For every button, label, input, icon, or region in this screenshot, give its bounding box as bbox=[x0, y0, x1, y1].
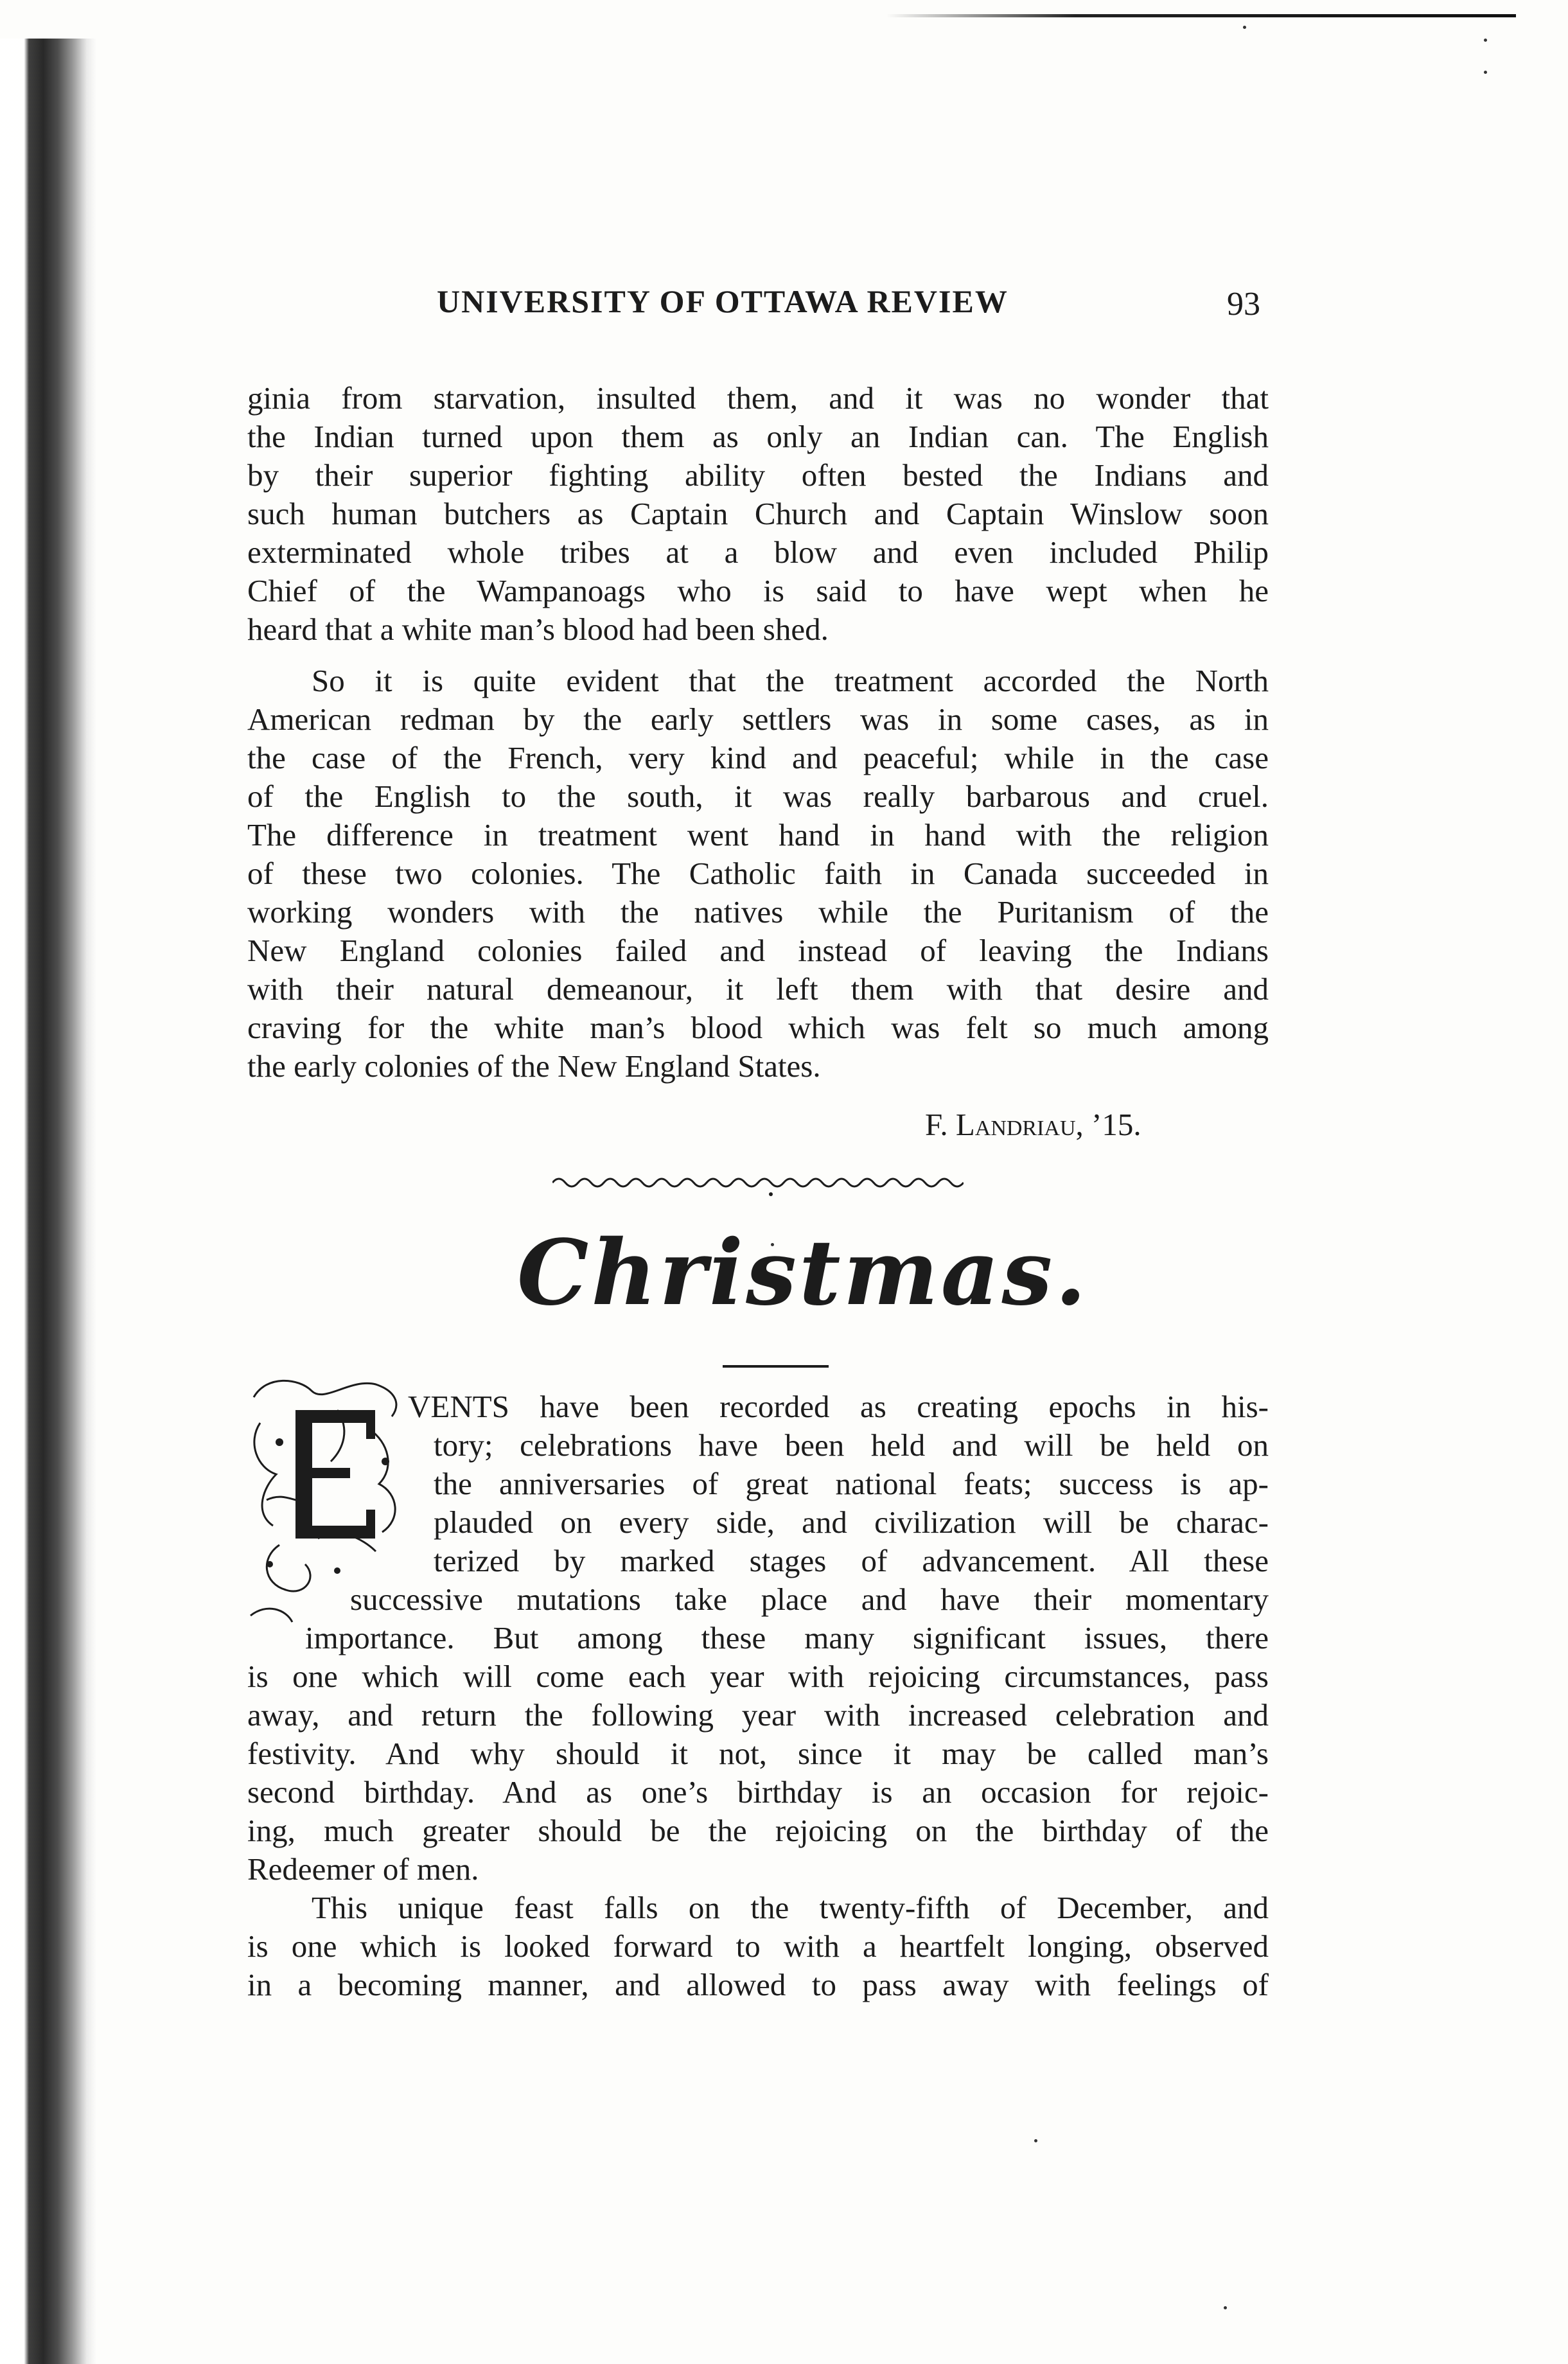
text-line: Chief of the Wampanoags who is said to have wept when he bbox=[247, 573, 1269, 608]
text-line: Redeemer of men. bbox=[247, 1851, 479, 1887]
text-line: of these two colonies. The Catholic faith in Canada succeeded in bbox=[247, 856, 1269, 891]
text-line: exterminated whole tribes at a blow and even included Philip bbox=[247, 534, 1269, 570]
text-line: away, and return the following year with increased celebration and bbox=[247, 1697, 1269, 1733]
text-line: by their superior fighting ability often bested the Indians and bbox=[247, 457, 1269, 493]
text-line: in a becoming manner, and allowed to pass away with feelings of bbox=[247, 1967, 1269, 2002]
text-line: of the English to the south, it was really barbarous and cruel. bbox=[247, 779, 1269, 814]
text-line: The difference in treatment went hand in hand with the religion bbox=[247, 817, 1269, 852]
text-line: festivity. And why should it not, since it may be called man’s bbox=[247, 1736, 1269, 1771]
text-line: second birthday. And as one’s birthday is an occasion for rejoic- bbox=[247, 1774, 1269, 1810]
scan-speck bbox=[1243, 26, 1246, 29]
text-line: ing, much greater should be the rejoicing on the birthday of the bbox=[247, 1813, 1269, 1848]
text-line: VENTS have been recorded as creating epochs in his- bbox=[408, 1389, 1269, 1424]
text-line: craving for the white man’s blood which was felt so much among bbox=[247, 1010, 1269, 1045]
scan-speck bbox=[1224, 2306, 1227, 2309]
text-line: So it is quite evident that the treatment accorded the North bbox=[312, 663, 1269, 698]
author-signature: F. Landriau, ’15. bbox=[925, 1107, 1141, 1142]
scan-top-rule bbox=[886, 14, 1516, 17]
article-paragraph-1 bbox=[247, 379, 1269, 649]
title-underline bbox=[723, 1365, 829, 1368]
drop-cap-letter: E bbox=[327, 1522, 328, 1523]
section-paragraph-1 bbox=[247, 1388, 1269, 2004]
text-line: New England colonies failed and instead of leaving the Indians bbox=[247, 933, 1269, 968]
binding-edge-shadow bbox=[0, 39, 96, 2364]
text-line: ginia from starvation, insulted them, and it was no wonder that bbox=[247, 380, 1269, 416]
text-line: working wonders with the natives while the Puritanism of the bbox=[247, 894, 1269, 930]
text-line: such human butchers as Captain Church and Captain Winslow soon bbox=[247, 496, 1269, 531]
text-line: This unique feast falls on the twenty-fifth of December, and bbox=[312, 1890, 1269, 1925]
text-line: plauded on every side, and civilization will be charac- bbox=[434, 1504, 1269, 1540]
text-line: terized by marked stages of advancement. All these bbox=[434, 1543, 1269, 1578]
section-title: Christmas. bbox=[516, 1221, 1089, 1326]
scan-speck bbox=[1034, 2139, 1037, 2142]
page-number: 93 bbox=[1227, 286, 1260, 322]
scan-speck bbox=[1484, 71, 1487, 74]
page-header bbox=[437, 283, 1272, 328]
wavy-divider-ornament bbox=[552, 1172, 964, 1198]
text-line: successive mutations take place and have their momentary bbox=[350, 1582, 1269, 1617]
text-line: the Indian turned upon them as only an Indian can. The English bbox=[247, 419, 1269, 454]
running-head: UNIVERSITY OF OTTAWA REVIEW bbox=[437, 283, 1009, 319]
text-line: is one which will come each year with rejoicing circumstances, pass bbox=[247, 1659, 1269, 1694]
text-line: importance. But among these many significant issues, there bbox=[305, 1620, 1269, 1655]
text-line: the anniversaries of great national feats; success is ap- bbox=[434, 1466, 1269, 1501]
text-line: the early colonies of the New England States. bbox=[247, 1048, 821, 1084]
text-line: tory; celebrations have been held and will be held on bbox=[434, 1427, 1269, 1463]
text-line: American redman by the early settlers was in some cases, as in bbox=[247, 701, 1269, 737]
text-line: the case of the French, very kind and peaceful; while in the case bbox=[247, 740, 1269, 775]
text-line: with their natural demeanour, it left them with that desire and bbox=[247, 971, 1269, 1007]
text-line: is one which is looked forward to with a heartfelt longing, observed bbox=[247, 1928, 1269, 1964]
article-paragraph-2 bbox=[247, 662, 1269, 1086]
scan-speck bbox=[1484, 39, 1487, 42]
text-line: heard that a white man’s blood had been shed. bbox=[247, 612, 829, 647]
